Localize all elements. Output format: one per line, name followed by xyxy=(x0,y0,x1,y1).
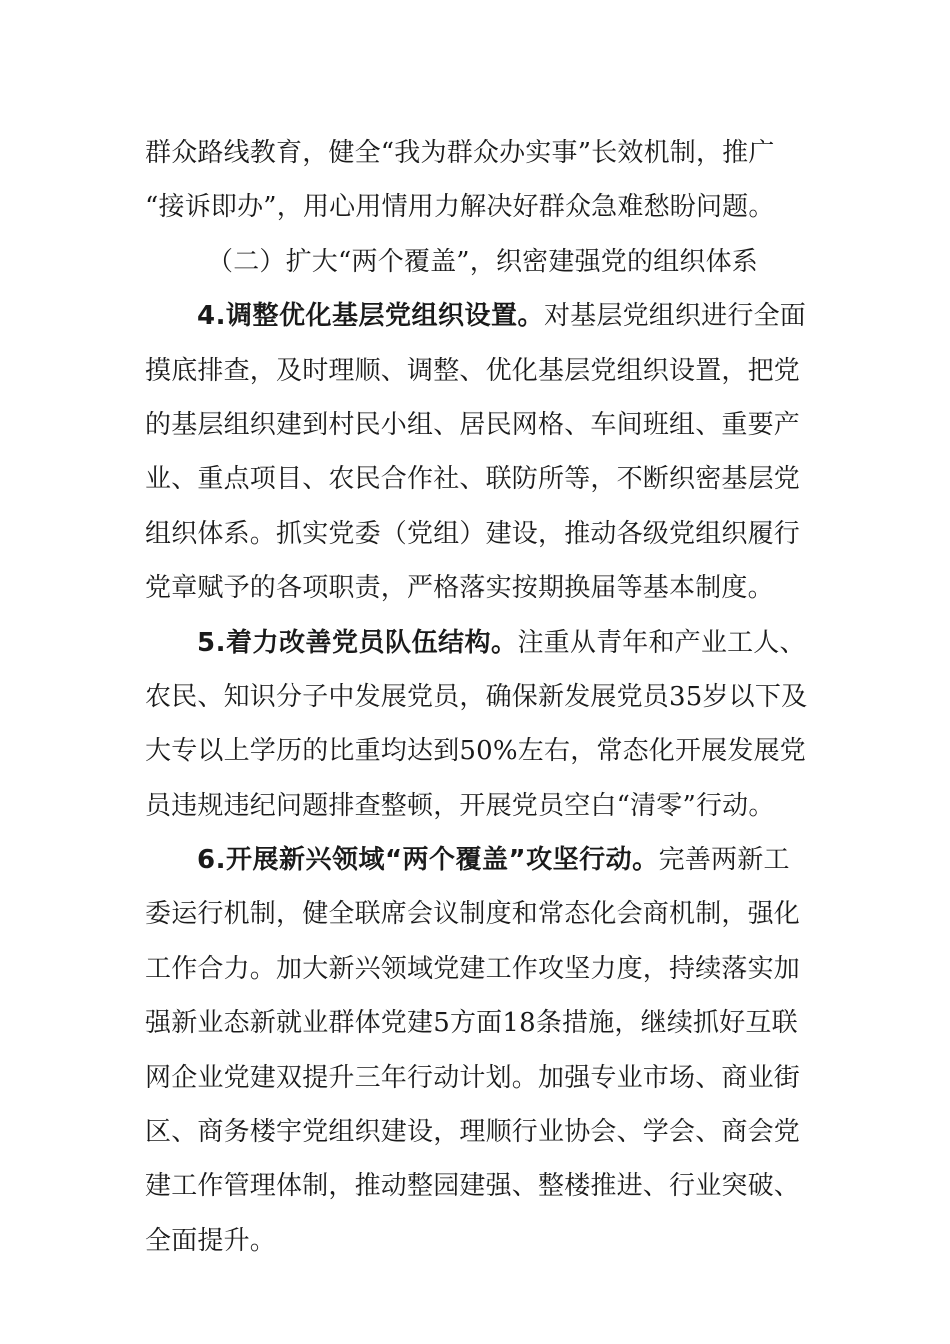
paragraph-line: 建工作管理体制，推动整园建强、整楼推进、行业突破、 xyxy=(145,1171,801,1202)
item-first-line xyxy=(145,289,805,343)
paragraph-line: 业、重点项目、农民合作社、联防所等，不断织密基层党 xyxy=(145,464,801,495)
paragraph-line: 网企业党建双提升三年行动计划。加强专业市场、商业街 xyxy=(145,1062,801,1093)
item-title: 5.着力改善党员队伍结构。 xyxy=(197,627,518,658)
item-first-line xyxy=(145,616,805,670)
item-title: 6.开展新兴领域“两个覆盖”攻坚行动。 xyxy=(197,845,659,876)
paragraph-line: 区、商务楼宇党组织建设，理顺行业协会、学会、商会党 xyxy=(145,1117,801,1148)
item-first-line-text: 完善两新工 xyxy=(658,845,790,876)
item-title: 4.调整优化基层党组织设置。 xyxy=(197,301,544,332)
paragraph-line: 员违规违纪问题排查整顿，开展党员空白“清零”行动。 xyxy=(145,790,775,821)
paragraph-line: 委运行机制，健全联席会议制度和常态化会商机制，强化 xyxy=(145,899,801,930)
paragraph-line: 的基层组织建到村民小组、居民网格、车间班组、重要产 xyxy=(145,409,801,440)
item-first-line-text: 对基层党组织进行全面 xyxy=(543,301,806,332)
paragraph-line: 摸底排查，及时理顺、调整、优化基层党组织设置，把党 xyxy=(145,355,801,386)
paragraph-line: 农民、知识分子中发展党员，确保新发展党员35岁以下及 xyxy=(145,681,808,712)
document-body xyxy=(145,126,808,1268)
paragraph-line: 全面提升。 xyxy=(145,1225,277,1256)
paragraph-line: 工作合力。加大新兴领域党建工作攻坚力度，持续落实加 xyxy=(145,953,801,984)
intro-line: 群众路线教育，健全“我为群众办实事”长效机制，推广 xyxy=(145,138,775,168)
intro-line: “接诉即办”，用心用情用力解决好群众急难愁盼问题。 xyxy=(145,192,775,223)
paragraph-line: 强新业态新就业群体党建5方面18条措施，继续抓好互联 xyxy=(145,1008,798,1039)
item-first-line xyxy=(145,833,805,887)
section-heading: （二）扩大“两个覆盖”，织密建强党的组织体系 xyxy=(207,246,758,277)
paragraph-line: 组织体系。抓实党委（党组）建设，推动各级党组织履行 xyxy=(145,518,801,549)
paragraph-line: 大专以上学历的比重均达到50%左右，常态化开展发展党 xyxy=(145,736,806,767)
item-first-line-text: 注重从青年和产业工人、 xyxy=(517,627,806,658)
paragraph-line: 党章赋予的各项职责，严格落实按期换届等基本制度。 xyxy=(145,573,774,604)
